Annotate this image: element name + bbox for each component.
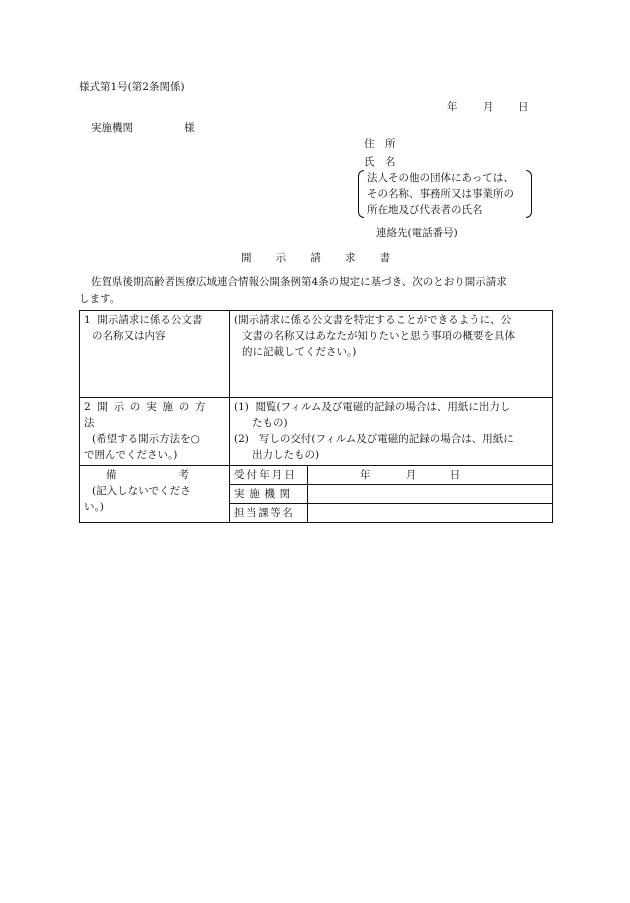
form-number: 様式第1号(第2条関係) [79,81,185,93]
received-date-label: 受付年月日 [230,466,308,485]
remarks-note: い。) [84,501,104,513]
table-row [80,466,553,485]
table-row [80,311,553,398]
option-text-cont: 出力したもの) [252,449,320,461]
document-name-note: 文書の名称又はあなたが知りたいと思う事項の概要を具体 [242,330,515,342]
date-year-label: 年 [447,101,458,113]
received-year-label: 年 [360,469,371,481]
method-label: 開示の実施の方法 [84,401,212,429]
name-label: 氏 名 [364,156,396,168]
remarks-note: (記入しないでくださ [92,485,191,497]
option-number: (1) [234,401,249,413]
received-day-label: 日 [449,469,461,481]
option-text: 閲覧(フィルム及び電磁的記録の場合は、用紙に出力し [255,401,511,413]
date-day-label: 日 [518,101,529,113]
bracket-left [358,170,364,218]
method-label-cont: (希望する開示方法を○ [92,433,200,445]
document-name-note: 的に記載してください。) [242,346,357,358]
table-row [80,398,553,466]
method-options-cell [230,398,553,466]
remarks-label-cell [80,466,230,523]
address-label: 住 所 [364,138,396,150]
corp-note [367,170,514,218]
corp-note-line: その名称、事務所又は事業所の [367,188,514,200]
method-label-cont: で囲んでください。) [84,449,178,461]
corp-note-bracket [358,170,532,218]
method-option-copy[interactable] [234,431,548,447]
document-name-label: 開示請求に係る公文書 [97,314,203,326]
remarks-label: 備 [106,469,117,481]
option-number: (2) [234,433,249,445]
row-number: 1 [84,314,91,326]
department-field[interactable] [308,504,553,523]
document-name-input-cell[interactable] [230,311,553,398]
contact-label: 連絡先(電話番号) [376,227,458,239]
request-form-table [79,310,553,523]
received-date-field[interactable] [308,466,553,485]
corp-note-line: 法人その他の団体にあっては、 [367,172,514,184]
row-number: 2 [84,401,91,413]
method-option-view[interactable] [234,399,548,415]
bracket-right [526,170,532,218]
intro-line: します。 [79,293,121,305]
date-month-label: 月 [483,101,494,113]
document-name-label-cont: の名称又は内容 [92,330,166,342]
option-text: 写しの交付(フィルム及び電磁的記録の場合は、用紙に [258,433,514,445]
recipient-label: 実施機関 [91,122,133,134]
agency-field[interactable] [308,485,553,504]
document-name-note: (開示請求に係る公文書を特定することができるように、公 [234,314,512,326]
department-label: 担当課等名 [230,504,308,523]
intro-line: 佐賀県後期高齢者医療広域連合情報公開条例第4条の規定に基づき、次のとおり開示請求 [91,276,507,288]
option-text-cont: たもの) [252,417,288,429]
received-month-label: 月 [405,469,417,481]
agency-label: 実施機関 [230,485,308,504]
method-label-cell [80,398,230,466]
document-title: 開 示 請 求 書 [241,252,392,264]
honorific: 様 [184,122,195,134]
corp-note-line: 所在地及び代表者の氏名 [367,204,483,216]
remarks-label: 考 [178,469,189,481]
document-name-label-cell [80,311,230,398]
